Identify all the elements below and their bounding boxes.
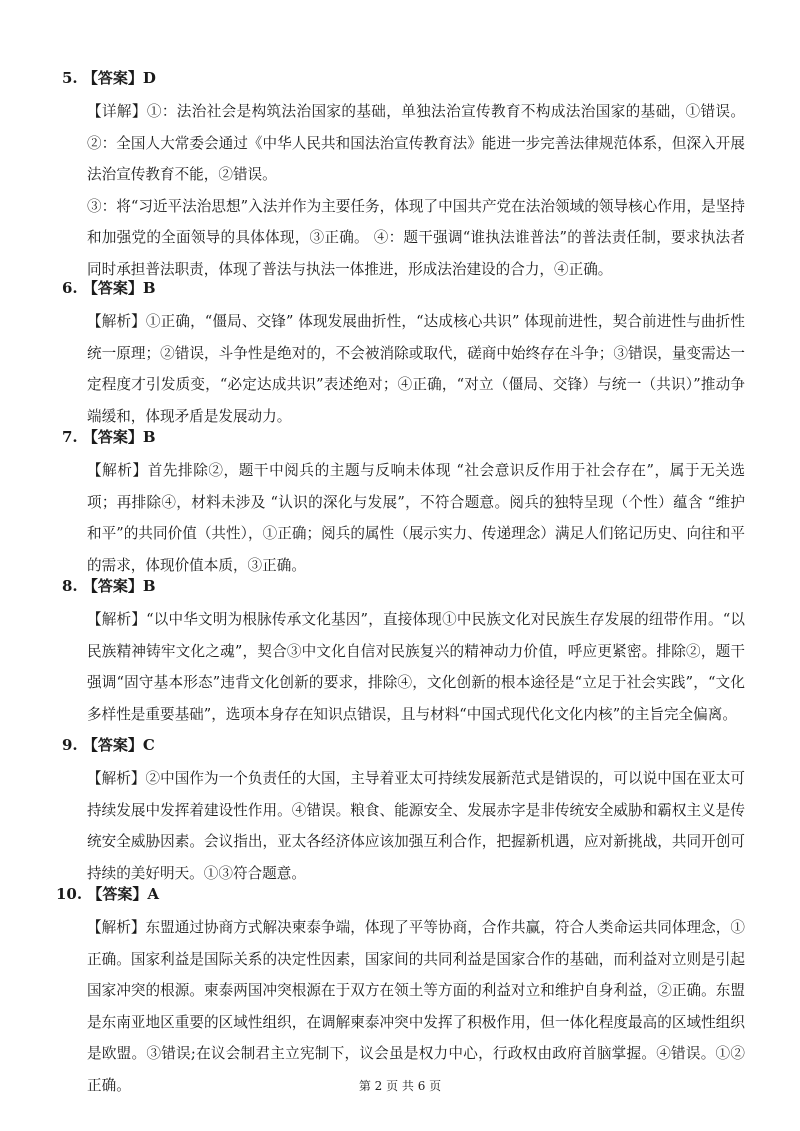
question-8-explanation	[87, 604, 745, 730]
question-7-header	[62, 427, 156, 447]
question-number: 7.	[62, 428, 78, 446]
question-number: 5.	[62, 69, 78, 87]
explanation-paragraph: 【解析】东盟通过协商方式解决柬泰争端，体现了平等协商，合作共赢，符合人类命运共同体理念，①正确。国家利益是国际关系的决定性因素，国家间的共同利益是国家合作的基础，而利益对立则是引起国家冲突的根源。柬泰两国冲突根源在于双方在领土等方面的利益对立和维护自身利益，②正确。东盟是东南亚地区重要的区域性组织，在调解柬泰冲突中发挥了积极作用，但一体化程度最高的区域性组织是欧盟。③错误;在议会制君主立宪制下，议会虽是权力中心，行政权由政府首脑掌握。④错误。①②正确。	[87, 919, 745, 1094]
explanation-paragraph: 【解析】首先排除②，题干中阅兵的主题与反响未体现 “社会意识反作用于社会存在”，属于无关选项；再排除④，材料未涉及 “认识的深化与发展”，不符合题意。阅兵的独特呈现（个性）蕴含 “维护和平”的共同价值（共性），①正确；阅兵的属性（展示实力、传递理念）满足人们铭记历史、向往和平的需求，体现价值本质，③正确。	[87, 462, 745, 574]
answer-label: 【答案】D	[82, 69, 156, 87]
explanation-paragraph: ③：将“习近平法治思想”入法并作为主要任务，体现了中国共产党在法治领域的领导核心作用，是坚持和加强党的全面领导的具体体现，③正确。 ④：题干强调“谁执法谁普法”的普法责任制，要求执法者同时承担普法职责，体现了普法与执法一体推进，形成法治建设的合力，④正确。	[87, 197, 745, 278]
question-8-header	[62, 576, 156, 596]
question-10-header	[56, 884, 159, 904]
page-number-label: 第 2 页 共 6 页	[358, 1079, 442, 1093]
page-footer	[0, 1078, 800, 1094]
answer-label: 【答案】B	[82, 279, 156, 297]
explanation-paragraph: 【解析】“以中华文明为根脉传承文化基因”，直接体现①中民族文化对民族生存发展的纽带作用。“以民族精神铸牢文化之魂”，契合③中文化自信对民族复兴的精神动力价值，呼应更紧密。排除②，题干强调“固守基本形态”违背文化创新的要求，排除④，文化创新的根本途径是“立足于社会实践”，“文化多样性是重要基础”，选项本身存在知识点错误，且与材料“中国式现代化文化内核”的主旨完全偏离。	[87, 611, 745, 723]
question-9-explanation	[87, 763, 745, 889]
explanation-paragraph: 【解析】①正确，“僵局、交锋” 体现发展曲折性，“达成核心共识” 体现前进性，契合前进性与曲折性统一原理；②错误，斗争性是绝对的，不会被消除或取代，磋商中始终存在斗争；③错误，量变需达一定程度才引发质变，“必定达成共识”表述绝对；④正确，“对立（僵局、交锋）与统一（共识）”推动争端缓和，体现矛盾是发展动力。	[87, 313, 745, 425]
question-number: 6.	[62, 279, 78, 297]
answer-label: 【答案】C	[82, 736, 155, 754]
question-6-header	[62, 278, 156, 298]
explanation-paragraph: 【解析】②中国作为一个负责任的大国，主导着亚太可持续发展新范式是错误的，可以说中国在亚太可持续发展中发挥着建设性作用。④错误。粮食、能源安全、发展赤字是非传统安全威胁和霸权主义是传统安全威胁因素。会议指出，亚太各经济体应该加强互利合作，把握新机遇，应对新挑战，共同开创可持续的美好明天。①③符合题意。	[87, 770, 745, 882]
question-7-explanation	[87, 455, 745, 581]
question-number: 9.	[62, 736, 78, 754]
explanation-paragraph: 【详解】①：法治社会是构筑法治国家的基础，单独法治宣传教育不构成法治国家的基础，①错误。②：全国人大常委会通过《中华人民共和国法治宣传教育法》能进一步完善法律规范体系，但深入开展法治宣传教育不能，②错误。	[87, 103, 745, 184]
answer-label: 【答案】B	[82, 577, 156, 595]
question-number: 8.	[62, 577, 78, 595]
question-9-header	[62, 735, 155, 755]
question-10-explanation	[87, 912, 745, 1102]
question-5-header	[62, 68, 156, 88]
answer-label: 【答案】A	[87, 885, 159, 903]
question-number: 10.	[56, 885, 83, 903]
question-5-explanation	[87, 96, 745, 286]
question-6-explanation	[87, 306, 745, 432]
answer-label: 【答案】B	[82, 428, 156, 446]
